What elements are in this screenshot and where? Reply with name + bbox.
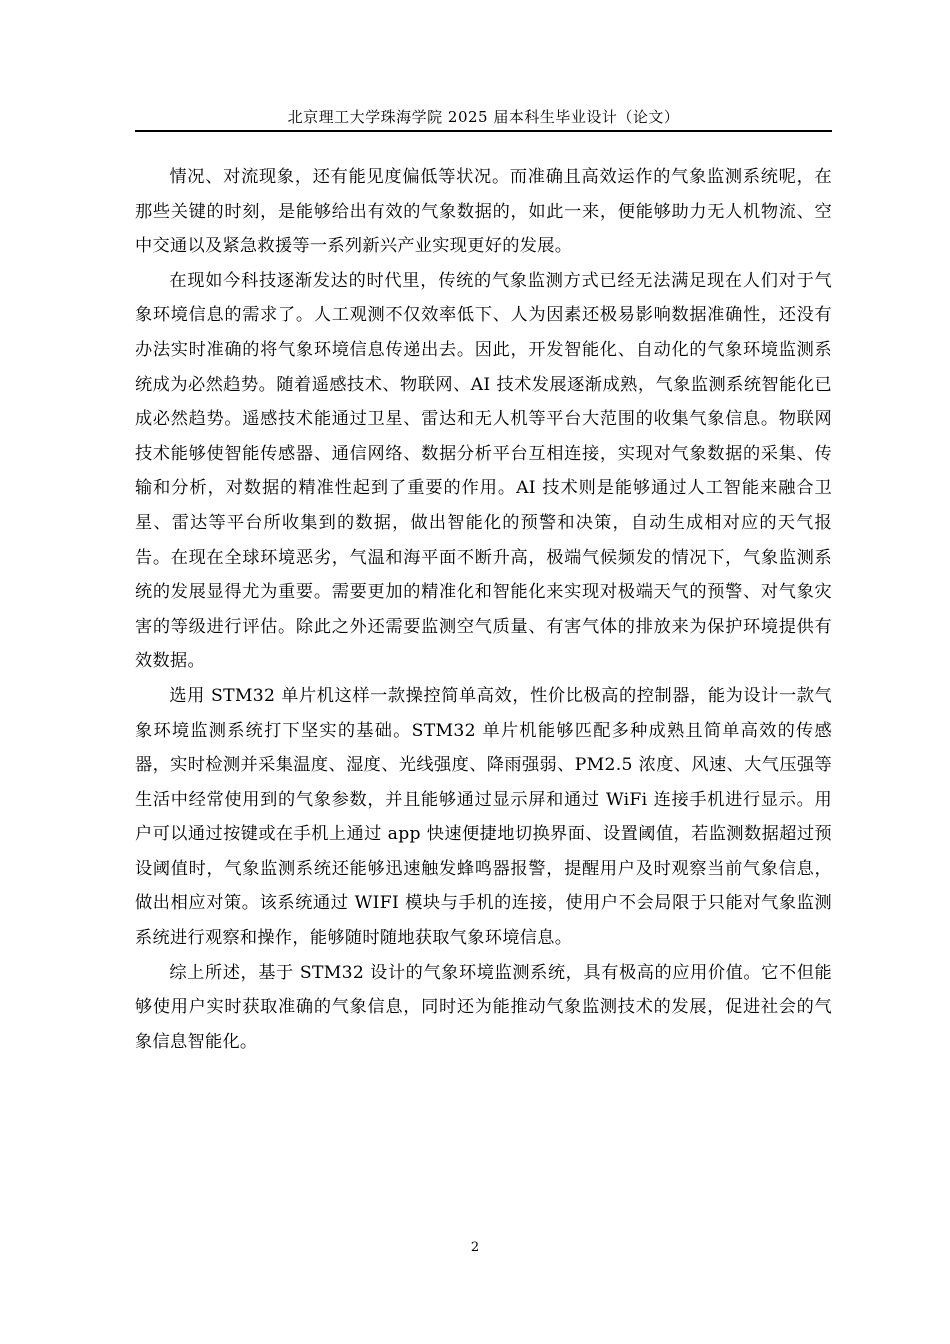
paragraph-summary: 综上所述，基于 STM32 设计的气象环境监测系统，具有极高的应用价值。它不但能够使用户实时获取准确的气象信息，同时还为能推动气象监测技术的发展，促进社会的气象信息智能化。 [135,962,832,1052]
page-number: 2 [470,1240,480,1255]
paragraph-continuation: 情况、对流现象，还有能见度偏低等状况。而准确且高效运作的气象监测系统呢，在那些关键的时刻，是能够给出有效的气象数据的，如此一来，便能够助力无人机物流、空中交通以及紧急救援等一系列新兴产业实现更好的发展。 [135,167,832,257]
paragraph-background: 在现如今科技逐渐发达的时代里，传统的气象监测方式已经无法满足现在人们对于气象环境信息的需求了。人工观测不仅效率低下、人为因素还极易影响数据准确性，还没有办法实时准确的将气象环境信息传递出去。因此，开发智能化、自动化的气象环境监测系统成为必然趋势。随着遥感技术、物联网、AI 技术发展逐渐成熟，气象监测系统智能化已成必然趋势。遥感技术能通过卫星、雷达和无人机等平台大范围的收集气象信息。物联网技术能够使智能传感器、通信网络、数据分析平台互相连接，实现对气象数据的采集、传输和分析，对数据的精准性起到了重要的作用。AI 技术则是能够通过人工智能来融合卫星、雷达等平台所收集到的数据，做出智能化的预警和决策，自动生成相对应的天气报告。在现在全球环境恶劣，气温和海平面不断升高，极端气候频发的情况下，气象监测系统的发展显得尤为重要。需要更加的精准化和智能化来实现对极端天气的预警、对气象灾害的等级进行评估。除此之外还需要监测空气质量、有害气体的排放来为保护环境提供有效数据。 [135,270,832,672]
paragraph-stm32-design: 选用 STM32 单片机这样一款操控简单高效，性价比极高的控制器，能为设计一款气象环境监测系统打下坚实的基础。STM32 单片机能够匹配多种成熟且简单高效的传感器，实时检测并采集温度、湿度、光线强度、降雨强弱、PM2.5 浓度、风速、大气压强等生活中经常使用到的气象参数，并且能够通过显示屏和通过 WiFi 连接手机进行显示。用户可以通过按键或在手机上通过 app 快速便捷地切换界面、设置阈值，若监测数据超过预设阈值时，气象监测系统还能够迅速触发蜂鸣器报警，提醒用户及时观察当前气象信息，做出相应对策。该系统通过 WIFI 模块与手机的连接，使用户不会局限于只能对气象监测系统进行观察和操作，能够随时随地获取气象环境信息。 [135,685,832,949]
running-header: 北京理工大学珠海学院 2025 届本科生毕业设计（论文） [135,106,832,132]
document-body [135,160,832,1059]
